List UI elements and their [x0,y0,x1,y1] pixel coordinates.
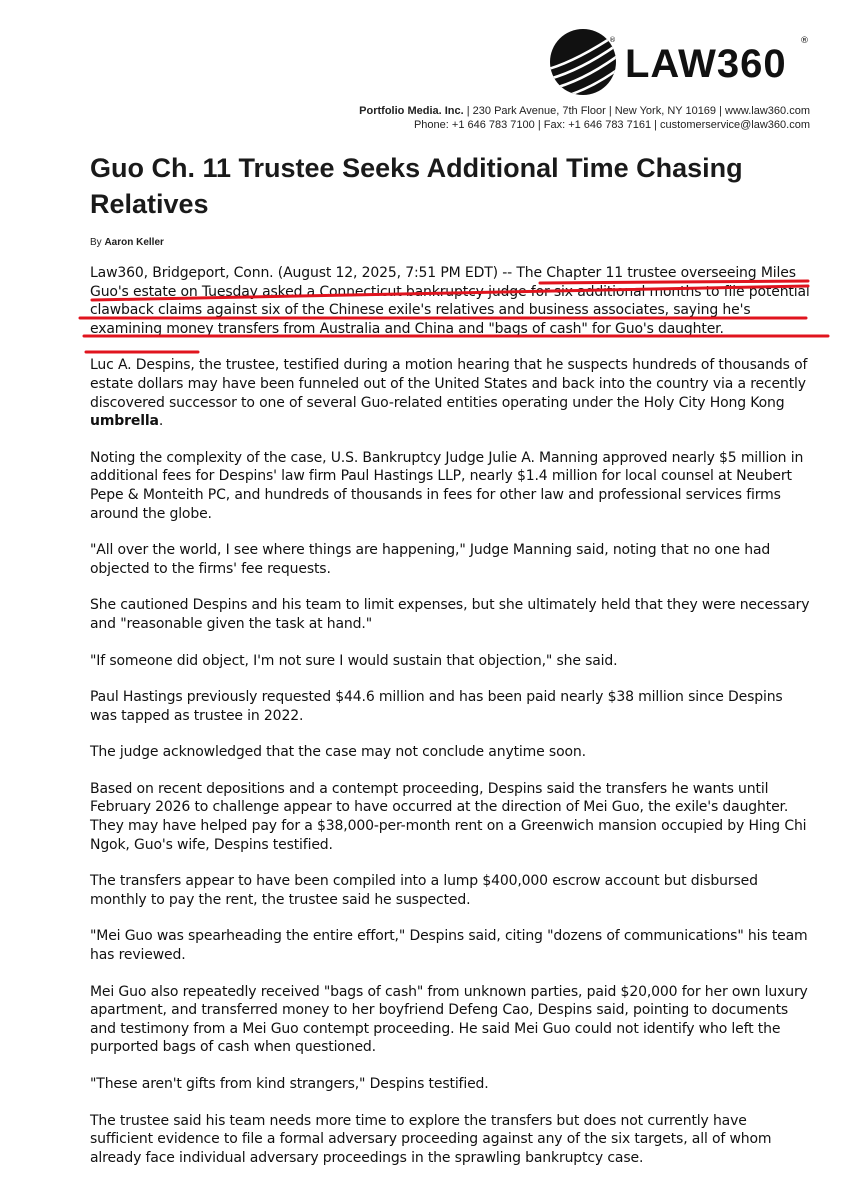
paragraph-text: Luc A. Despins, the trustee, testified during a motion hearing that he suspects hundreds of thousands of estate dollars may have been funneled out of the United States and back into the country via a recently discovered successor to one of several Guo-related entities operating under the Holy City Hong Kong [90,357,808,411]
paragraph-end: . [158,413,164,430]
underline-stroke [92,286,808,300]
logo-registered-mark: ® [800,36,809,46]
article-paragraph: She cautioned Despins and his team to limit expenses, but she ultimately held that they were necessary and "reasonable given the task at hand." [90,597,810,632]
underline-stroke [540,281,808,283]
article-paragraph: The transfers appear to have been compiled into a lump $400,000 escrow account but disbursed monthly to pay the rent, the trustee said he suspected. [90,873,758,908]
author-name: Aaron Keller [104,237,164,248]
article-paragraph: Noting the complexity of the case, U.S. Bankruptcy Judge Julie A. Manning approved nearly $5 million in additional fees for Despins' law firm Paul Hastings LLP, nearly $1.4 million for local counsel at Neubert Pepe & Monteith PC, and hundreds of thousands in fees for other law and professional services firms around the globe. [90,449,804,522]
article-paragraph: Mei Guo also repeatedly received "bags of cash" from unknown parties, paid $20,000 for her own luxury apartment, and transferred money to her boyfriend Defeng Cao, Despins said, pointing to documents and testimony from a Mei Guo contempt proceeding. He said Mei Guo could not identify who left the purported bags of cash when questioned. [90,983,808,1056]
article-paragraph: The trustee said his team needs more time to explore the transfers but does not currently have sufficient evidence to file a formal adversary proceeding against any of the six targets, all of whom already face individual adversary proceedings in the sprawling bankruptcy case. [90,1112,772,1166]
article-paragraph: Paul Hastings previously requested $44.6 million and has been paid nearly $38 million since Despins was tapped as trustee in 2022. [90,689,783,724]
logo-wordmark: LAW360 [625,42,787,86]
article-paragraph: "Mei Guo was spearheading the entire effort," Despins said, citing "dozens of communications" his team has reviewed. [90,928,808,964]
article-paragraph: "If someone did object, I'm not sure I would sustain that objection," she said. [90,652,618,669]
article-paragraph: The judge acknowledged that the case may not conclude anytime soon. [90,744,586,761]
article-paragraph: Based on recent depositions and a contempt proceeding, Despins said the transfers he wants until February 2026 to challenge appear to have occurred at the direction of Mei Guo, the exile's daughter. They may have helped pay for a $38,000-per-month rent on a Greenwich mansion occupied by Hing Chi Ngok, Guo's wife, Despins testified. [90,780,807,853]
article-headline: Guo Ch. 11 Trustee Seeks Additional Time Chasing Relatives [90,153,743,219]
company-address: | 230 Park Avenue, 7th Floor | New York, NY 10169 | www.law360.com [463,105,810,117]
bold-term: umbrella [90,413,159,430]
contact-line-2: Phone: +1 646 783 7100 | Fax: +1 646 783 7161 | customerservice@law360.com [413,119,810,131]
byline-prefix: By [90,237,105,248]
article-paragraph: "All over the world, I see where things are happening," Judge Manning said, noting that no one had objected to the firms' fee requests. [90,542,771,577]
company-name: Portfolio Media. Inc. [359,105,464,117]
logo-mark-registered: ® [609,36,616,44]
article-paragraph: "These aren't gifts from kind strangers," Despins testified. [90,1076,489,1092]
lead-paragraph: Law360, Bridgeport, Conn. (August 12, 2025, 7:51 PM EDT) -- The Chapter 11 trustee overseeing Miles Guo's estate on Tuesday asked a Connecticut bankruptcy judge for six additional months to file potential clawback claims against six of the Chinese exile's relatives and business associates, saying he's examining money transfers from Australia and China and "bags of cash" for Guo's daughter. [90,265,810,337]
